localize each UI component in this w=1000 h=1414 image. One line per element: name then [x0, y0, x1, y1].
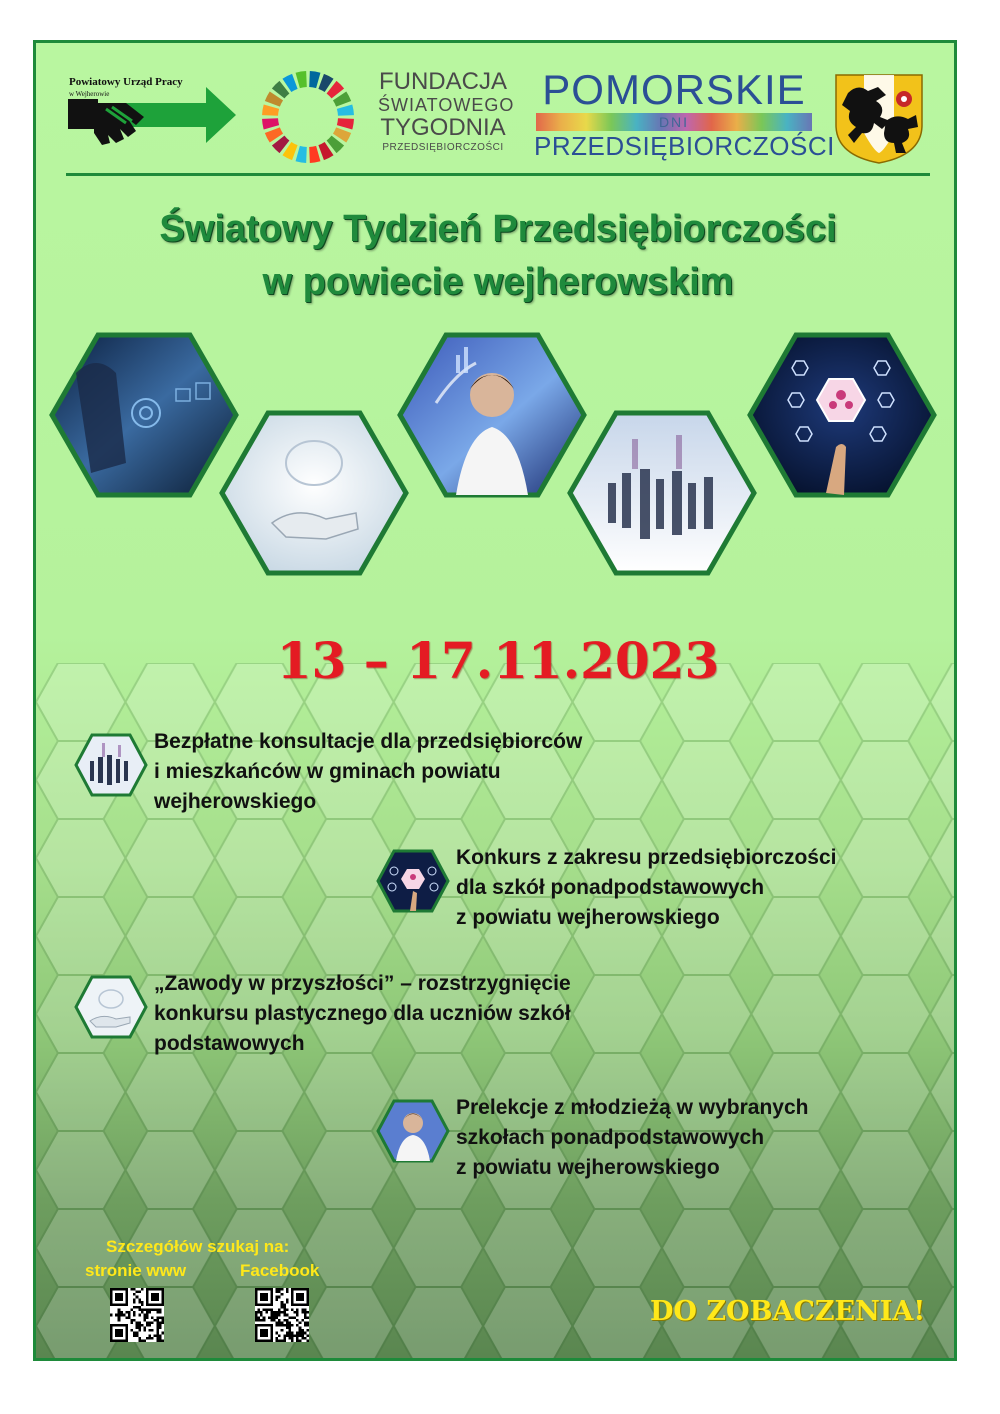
page-title-line2: w powiecie wejherowskim — [262, 261, 734, 303]
goodbye-text: DO ZOBACZENIA! — [650, 1296, 926, 1327]
details-label: Szczegółów szukaj na: — [106, 1237, 290, 1256]
event-1-line1: Bezpłatne konsultacje dla przedsiębiorców — [154, 730, 583, 753]
event-3-line2: konkursu plastycznego dla uczniów szkół — [154, 1002, 571, 1025]
pomorskie-przedsiebiorczosci: PRZEDSIĘBIORCZOŚCI — [534, 131, 835, 161]
event-3-line3: podstawowych — [154, 1032, 305, 1055]
pup-logo-city: w Wejherowie — [69, 90, 110, 98]
facebook-qr-code[interactable] — [255, 1288, 309, 1342]
hex-image-ai-hand — [52, 335, 236, 495]
website-qr-code[interactable] — [110, 1288, 164, 1342]
event-1-line3: wejherowskiego — [154, 790, 317, 813]
hex-image-crowd — [570, 413, 754, 573]
event-2-line1: Konkurs z zakresu przedsiębiorczości — [456, 846, 837, 869]
robot-hand-photo-icon — [74, 975, 148, 1039]
hex-image-robot-hand — [222, 413, 406, 573]
pup-logo-name: Powiatowy Urząd Pracy — [69, 76, 183, 88]
fundacja-word1: FUNDACJA — [378, 68, 507, 95]
event-2-line2: dla szkół ponadpodstawowych — [456, 876, 765, 899]
page-title-line1: Światowy Tydzień Przedsiębiorczości — [159, 208, 837, 250]
crowd-photo-icon — [74, 733, 148, 797]
event-3-line1: „Zawody w przyszłości” – rozstrzygnięcie — [154, 972, 571, 995]
event-date: 13 – 17.11.2023 — [276, 631, 720, 690]
fundacja-word4: PRZEDSIĘBIORCZOŚCI — [382, 142, 504, 153]
event-1-line2: i mieszkańców w gminach powiatu — [154, 760, 501, 783]
hexagon-image-gallery — [36, 43, 957, 643]
student-photo-icon — [376, 1099, 450, 1163]
event-4-line2: szkołach ponadpodstawowych — [456, 1126, 765, 1149]
fundacja-word3: TYGODNIA — [380, 114, 506, 141]
event-2-line3: z powiatu wejherowskiego — [456, 906, 720, 929]
pomorskie-word: POMORSKIE — [542, 66, 806, 113]
facebook-label: Facebook — [240, 1261, 320, 1280]
hex-image-student — [400, 335, 584, 495]
fundacja-word2: ŚWIATOWEGO — [378, 95, 515, 115]
hex-image-network — [750, 335, 934, 495]
pomorskie-dni: DNI — [658, 114, 690, 130]
event-4-line1: Prelekcje z młodzieżą w wybranych — [456, 1096, 809, 1119]
event-4-line3: z powiatu wejherowskiego — [456, 1156, 720, 1179]
network-photo-icon — [376, 849, 450, 913]
www-label: stronie www — [85, 1261, 187, 1280]
poster — [33, 40, 957, 1361]
